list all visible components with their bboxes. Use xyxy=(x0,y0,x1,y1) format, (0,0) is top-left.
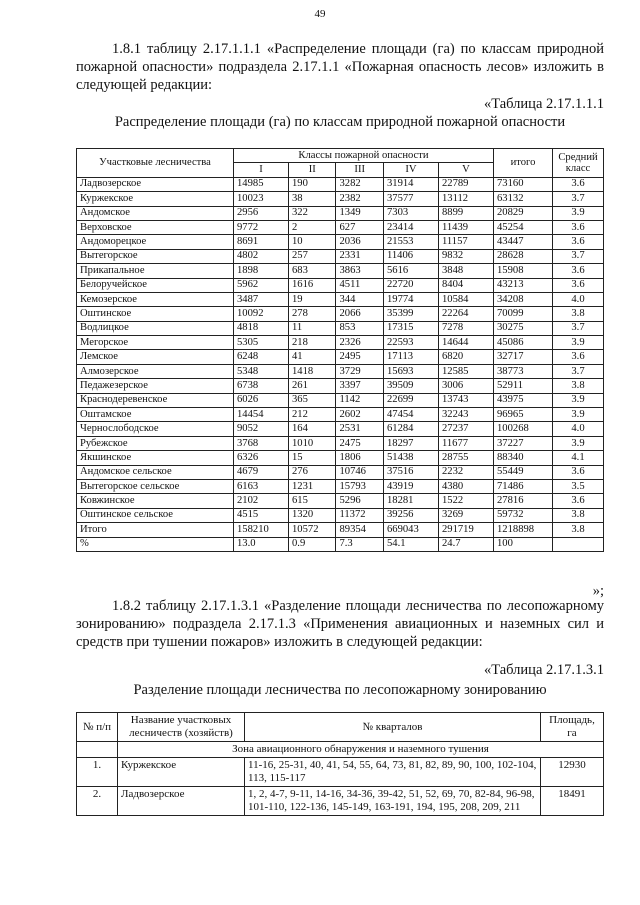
table-cell: 32243 xyxy=(438,408,493,422)
table-cell: 158210 xyxy=(234,523,289,537)
zone-label: Зона авиационного обнаружения и наземного тушения xyxy=(118,742,604,758)
table-cell: 17315 xyxy=(383,321,438,335)
table-cell: 2102 xyxy=(234,494,289,508)
table-cell: 5962 xyxy=(234,278,289,292)
table-cell: 3282 xyxy=(336,177,383,191)
table-row xyxy=(77,264,604,278)
area-value: 12930 xyxy=(541,758,604,787)
forestry-name: Белоручейское xyxy=(77,278,234,292)
table-cell: 73160 xyxy=(494,177,553,191)
table-cell: 344 xyxy=(336,292,383,306)
forestry-name: % xyxy=(77,537,234,551)
forestry-name: Вытегорское сельское xyxy=(77,479,234,493)
table-cell: 4.0 xyxy=(553,292,604,306)
table-cell: 3.7 xyxy=(553,192,604,206)
table-cell: 2956 xyxy=(234,206,289,220)
table-cell: 190 xyxy=(289,177,336,191)
section2-caption: Разделение площади лесничества по лесопожарному зонированию xyxy=(133,682,547,698)
table-cell: 39509 xyxy=(383,379,438,393)
table-cell: 4511 xyxy=(336,278,383,292)
table-cell: 22720 xyxy=(383,278,438,292)
table-cell: 34208 xyxy=(494,292,553,306)
table-row xyxy=(77,436,604,450)
table-row xyxy=(77,220,604,234)
table-cell: 27237 xyxy=(438,422,493,436)
table-cell: 3.8 xyxy=(553,523,604,537)
table-cell: 8899 xyxy=(438,206,493,220)
table-cell: 35399 xyxy=(383,307,438,321)
table-cell: 96965 xyxy=(494,408,553,422)
table-cell: 71486 xyxy=(494,479,553,493)
forestry-name: Вытегорское xyxy=(77,249,234,263)
table-cell: 3863 xyxy=(336,264,383,278)
table-cell: 10 xyxy=(289,235,336,249)
table-cell: 47454 xyxy=(383,408,438,422)
table-cell: 32717 xyxy=(494,350,553,364)
table-row xyxy=(77,422,604,436)
table-cell: 6738 xyxy=(234,379,289,393)
table-cell: 37577 xyxy=(383,192,438,206)
table-cell: 100268 xyxy=(494,422,553,436)
table-cell: 55449 xyxy=(494,465,553,479)
table-cell: 22699 xyxy=(383,393,438,407)
table-cell: 218 xyxy=(289,336,336,350)
table-row xyxy=(77,523,604,537)
table-cell: 853 xyxy=(336,321,383,335)
table-cell: 7.3 xyxy=(336,537,383,551)
table-cell: 37516 xyxy=(383,465,438,479)
table-cell: 5616 xyxy=(383,264,438,278)
forestry-name: Куржекское xyxy=(77,192,234,206)
section1-table-ref: «Таблица 2.17.1.1.1 xyxy=(483,96,604,112)
table-cell: 291719 xyxy=(438,523,493,537)
table-cell: 70099 xyxy=(494,307,553,321)
forestry-name: Водлицкое xyxy=(77,321,234,335)
table-cell: 18297 xyxy=(383,436,438,450)
table-row xyxy=(77,408,604,422)
table-cell: 1231 xyxy=(289,479,336,493)
table-cell: 4.1 xyxy=(553,451,604,465)
table-row xyxy=(77,350,604,364)
table-cell: 37227 xyxy=(494,436,553,450)
table-cell: 3.6 xyxy=(553,220,604,234)
table-cell: 43975 xyxy=(494,393,553,407)
table-cell: 3.6 xyxy=(553,278,604,292)
table-cell: 45086 xyxy=(494,336,553,350)
table-cell: 2036 xyxy=(336,235,383,249)
forestry-name: Прикапальное xyxy=(77,264,234,278)
forestry-name: Оштинское xyxy=(77,307,234,321)
table-cell: 3.6 xyxy=(553,264,604,278)
table-cell: 3397 xyxy=(336,379,383,393)
table-cell: 15693 xyxy=(383,364,438,378)
forestry-name: Якшинское xyxy=(77,451,234,465)
table-cell: 8691 xyxy=(234,235,289,249)
forestry-name: Лемское xyxy=(77,350,234,364)
table-cell: 7303 xyxy=(383,206,438,220)
table-cell: 12585 xyxy=(438,364,493,378)
forestry-name: Кемозерское xyxy=(77,292,234,306)
table-cell: 22789 xyxy=(438,177,493,191)
table-cell: 5305 xyxy=(234,336,289,350)
table-cell: 4802 xyxy=(234,249,289,263)
table-cell: 278 xyxy=(289,307,336,321)
table-row xyxy=(77,206,604,220)
table-cell: 63132 xyxy=(494,192,553,206)
section2-paragraph: 1.8.2 таблицу 2.17.1.3.1 «Разделение площади лесничества по лесопожарному зонированию» подраздела 2.17.1.3 «Применения авиационных и наземных сил и средств при тушении пожаров» изложить в следующей редакции: xyxy=(76,598,604,650)
table-cell: 3.9 xyxy=(553,206,604,220)
table-cell: 10584 xyxy=(438,292,493,306)
table-cell: 15 xyxy=(289,451,336,465)
table-cell: 2382 xyxy=(336,192,383,206)
zone-row xyxy=(77,742,604,758)
table-cell: 1349 xyxy=(336,206,383,220)
header-class-5: V xyxy=(438,163,493,177)
table-cell: 3.8 xyxy=(553,508,604,522)
table-row xyxy=(77,292,604,306)
quarter-list: 11-16, 25-31, 40, 41, 54, 55, 64, 73, 81, 82, 89, 90, 100, 102-104, 113, 115-117 xyxy=(245,758,541,787)
table-cell: 164 xyxy=(289,422,336,436)
table-cell: 10092 xyxy=(234,307,289,321)
table-cell: 3006 xyxy=(438,379,493,393)
table-cell: 3.6 xyxy=(553,350,604,364)
header-classes: Классы пожарной опасности xyxy=(234,149,494,163)
table-cell: 683 xyxy=(289,264,336,278)
table-cell: 4.0 xyxy=(553,422,604,436)
table-cell: 3.8 xyxy=(553,307,604,321)
section1-closing: »; xyxy=(592,583,604,599)
table-cell: 322 xyxy=(289,206,336,220)
table-cell: 2232 xyxy=(438,465,493,479)
header-avg-class: Средний класс xyxy=(553,149,604,178)
table-cell: 3848 xyxy=(438,264,493,278)
forestry-name: Рубежское xyxy=(77,436,234,450)
table-cell: 22264 xyxy=(438,307,493,321)
table-cell: 11406 xyxy=(383,249,438,263)
table-cell: 27816 xyxy=(494,494,553,508)
table-row xyxy=(77,508,604,522)
table-cell: 7278 xyxy=(438,321,493,335)
table-cell: 10572 xyxy=(289,523,336,537)
table-cell: 2331 xyxy=(336,249,383,263)
table-cell: 257 xyxy=(289,249,336,263)
forestry-name: Алмозерское xyxy=(77,364,234,378)
table-cell: 4679 xyxy=(234,465,289,479)
table-cell: 43213 xyxy=(494,278,553,292)
header-class-3: III xyxy=(336,163,383,177)
table-cell: 17113 xyxy=(383,350,438,364)
table-cell: 31914 xyxy=(383,177,438,191)
table-cell: 1218898 xyxy=(494,523,553,537)
table-cell: 627 xyxy=(336,220,383,234)
table-cell: 14644 xyxy=(438,336,493,350)
table-cell: 5348 xyxy=(234,364,289,378)
table-cell: 1010 xyxy=(289,436,336,450)
forestry-name: Куржекское xyxy=(118,758,245,787)
header-name: Название участковых лесничеств (хозяйств) xyxy=(118,713,245,742)
table-cell: 5296 xyxy=(336,494,383,508)
table-cell: 4380 xyxy=(438,479,493,493)
forestry-name: Оштинское сельское xyxy=(77,508,234,522)
table-cell: 6163 xyxy=(234,479,289,493)
header-quarters: № кварталов xyxy=(245,713,541,742)
table-cell: 100 xyxy=(494,537,553,551)
table-cell: 13112 xyxy=(438,192,493,206)
table-row xyxy=(77,192,604,206)
table-cell: 23414 xyxy=(383,220,438,234)
table-cell: 21553 xyxy=(383,235,438,249)
table-cell: 3.7 xyxy=(553,321,604,335)
forestry-name: Андомское сельское xyxy=(77,465,234,479)
table-cell: 51438 xyxy=(383,451,438,465)
table-cell: 615 xyxy=(289,494,336,508)
table-cell: 1898 xyxy=(234,264,289,278)
table-cell: 3.9 xyxy=(553,393,604,407)
table-cell: 13.0 xyxy=(234,537,289,551)
table-cell: 20829 xyxy=(494,206,553,220)
table-row xyxy=(77,379,604,393)
header-area: Площадь, га xyxy=(541,713,604,742)
table-row xyxy=(77,235,604,249)
table-cell: 3.5 xyxy=(553,479,604,493)
table-cell: 61284 xyxy=(383,422,438,436)
table-cell: 6026 xyxy=(234,393,289,407)
table-row xyxy=(77,249,604,263)
table-cell xyxy=(553,537,604,551)
header-class-2: II xyxy=(289,163,336,177)
table-cell: 18281 xyxy=(383,494,438,508)
forestry-name: Чернослободское xyxy=(77,422,234,436)
quarter-list: 1, 2, 4-7, 9-11, 14-16, 34-36, 39-42, 51, 52, 69, 70, 82-84, 96-98, 101-110, 122-136, 145-149, 163-191, 194, 195, 208, 209, 211 xyxy=(245,787,541,816)
table-row xyxy=(77,465,604,479)
table-cell: 365 xyxy=(289,393,336,407)
table-cell: 2531 xyxy=(336,422,383,436)
table-cell: 39256 xyxy=(383,508,438,522)
table-cell: 4818 xyxy=(234,321,289,335)
table-cell: 11439 xyxy=(438,220,493,234)
table-cell: 9772 xyxy=(234,220,289,234)
table-cell: 3487 xyxy=(234,292,289,306)
header-forestry: Участковые лесничества xyxy=(77,149,234,178)
header-class-4: IV xyxy=(383,163,438,177)
table-cell: 22593 xyxy=(383,336,438,350)
table-cell: 28628 xyxy=(494,249,553,263)
table-cell: 3729 xyxy=(336,364,383,378)
table-cell: 9832 xyxy=(438,249,493,263)
table-cell: 3.6 xyxy=(553,177,604,191)
forestry-name: Ладвозерское xyxy=(77,177,234,191)
page-number: 49 xyxy=(314,8,326,20)
table-cell: 3.8 xyxy=(553,379,604,393)
table-cell: 43447 xyxy=(494,235,553,249)
forestry-name: Итого xyxy=(77,523,234,537)
table-cell: 13743 xyxy=(438,393,493,407)
table-cell: 24.7 xyxy=(438,537,493,551)
table-cell: 88340 xyxy=(494,451,553,465)
table-cell: 1418 xyxy=(289,364,336,378)
table-cell: 261 xyxy=(289,379,336,393)
table-cell: 2475 xyxy=(336,436,383,450)
table-cell: 11157 xyxy=(438,235,493,249)
table-cell: 6248 xyxy=(234,350,289,364)
table-row xyxy=(77,393,604,407)
forestry-name: Мегорское xyxy=(77,336,234,350)
area-value: 18491 xyxy=(541,787,604,816)
table-cell: 6820 xyxy=(438,350,493,364)
table-cell: 38773 xyxy=(494,364,553,378)
table-cell: 54.1 xyxy=(383,537,438,551)
table-row xyxy=(77,336,604,350)
table-row xyxy=(77,451,604,465)
forestry-name: Ладвозерское xyxy=(118,787,245,816)
table-cell: 1616 xyxy=(289,278,336,292)
table-row xyxy=(77,494,604,508)
table-cell: 11677 xyxy=(438,436,493,450)
table-cell: 1142 xyxy=(336,393,383,407)
table-cell: 15793 xyxy=(336,479,383,493)
table-cell: 8404 xyxy=(438,278,493,292)
section1-caption: Распределение площади (га) по классам природной пожарной опасности xyxy=(114,114,566,130)
header-class-1: I xyxy=(234,163,289,177)
table-cell: 3.7 xyxy=(553,364,604,378)
table-cell: 11372 xyxy=(336,508,383,522)
table-cell: 2066 xyxy=(336,307,383,321)
table-cell: 212 xyxy=(289,408,336,422)
table-cell: 3269 xyxy=(438,508,493,522)
table-cell: 3.9 xyxy=(553,336,604,350)
table-cell: 30275 xyxy=(494,321,553,335)
fire-class-table xyxy=(76,148,604,552)
forestry-name: Педажезерское xyxy=(77,379,234,393)
table-cell: 43919 xyxy=(383,479,438,493)
table-cell: 2495 xyxy=(336,350,383,364)
table-cell: 3.9 xyxy=(553,436,604,450)
table-cell: 38 xyxy=(289,192,336,206)
forestry-name: Андоморецкое xyxy=(77,235,234,249)
table-cell: 59732 xyxy=(494,508,553,522)
header-total: итого xyxy=(494,149,553,178)
table-cell: 2602 xyxy=(336,408,383,422)
section1-paragraph: 1.8.1 таблицу 2.17.1.1.1 «Распределение площади (га) по классам природной пожарной опасности» подраздела 2.17.1.1 «Пожарная опасность лесов» изложить в следующей редакции: xyxy=(76,41,604,93)
table-cell: 4515 xyxy=(234,508,289,522)
table-cell: 45254 xyxy=(494,220,553,234)
table-cell: 2 xyxy=(289,220,336,234)
table-cell: 2326 xyxy=(336,336,383,350)
table-cell: 3768 xyxy=(234,436,289,450)
table-cell: 669043 xyxy=(383,523,438,537)
table-row xyxy=(77,787,604,816)
table-cell: 6326 xyxy=(234,451,289,465)
section2-table-ref: «Таблица 2.17.1.3.1 xyxy=(483,662,604,678)
table-cell: 19774 xyxy=(383,292,438,306)
table-cell: 41 xyxy=(289,350,336,364)
table-cell: 3.6 xyxy=(553,465,604,479)
table-row xyxy=(77,758,604,787)
table-cell: 89354 xyxy=(336,523,383,537)
forestry-name: Ковжинское xyxy=(77,494,234,508)
table-cell: 19 xyxy=(289,292,336,306)
table-cell: 1806 xyxy=(336,451,383,465)
table-row xyxy=(77,364,604,378)
table-row xyxy=(77,177,604,191)
table-cell: 1320 xyxy=(289,508,336,522)
forestry-name: Оштамское xyxy=(77,408,234,422)
forestry-name: Андомское xyxy=(77,206,234,220)
table-cell: 14985 xyxy=(234,177,289,191)
table-cell: 1522 xyxy=(438,494,493,508)
table-cell: 0.9 xyxy=(289,537,336,551)
table-cell: 3.6 xyxy=(553,235,604,249)
table-cell: 14454 xyxy=(234,408,289,422)
table-row xyxy=(77,321,604,335)
table-cell: 15908 xyxy=(494,264,553,278)
table-cell: 276 xyxy=(289,465,336,479)
table-row xyxy=(77,537,604,551)
table-cell: 9052 xyxy=(234,422,289,436)
table-cell: 10023 xyxy=(234,192,289,206)
forestry-name: Верховское xyxy=(77,220,234,234)
table-row xyxy=(77,479,604,493)
row-number: 1. xyxy=(77,758,118,787)
row-number: 2. xyxy=(77,787,118,816)
forestry-name: Краснодеревенское xyxy=(77,393,234,407)
table-cell: 52911 xyxy=(494,379,553,393)
table-cell: 11 xyxy=(289,321,336,335)
table-cell: 3.6 xyxy=(553,494,604,508)
table-cell: 28755 xyxy=(438,451,493,465)
table-row xyxy=(77,278,604,292)
header-num: № п/п xyxy=(77,713,118,742)
table-cell: 3.9 xyxy=(553,408,604,422)
table-cell: 3.7 xyxy=(553,249,604,263)
table-cell: 10746 xyxy=(336,465,383,479)
table-row xyxy=(77,307,604,321)
zoning-table xyxy=(76,712,604,816)
